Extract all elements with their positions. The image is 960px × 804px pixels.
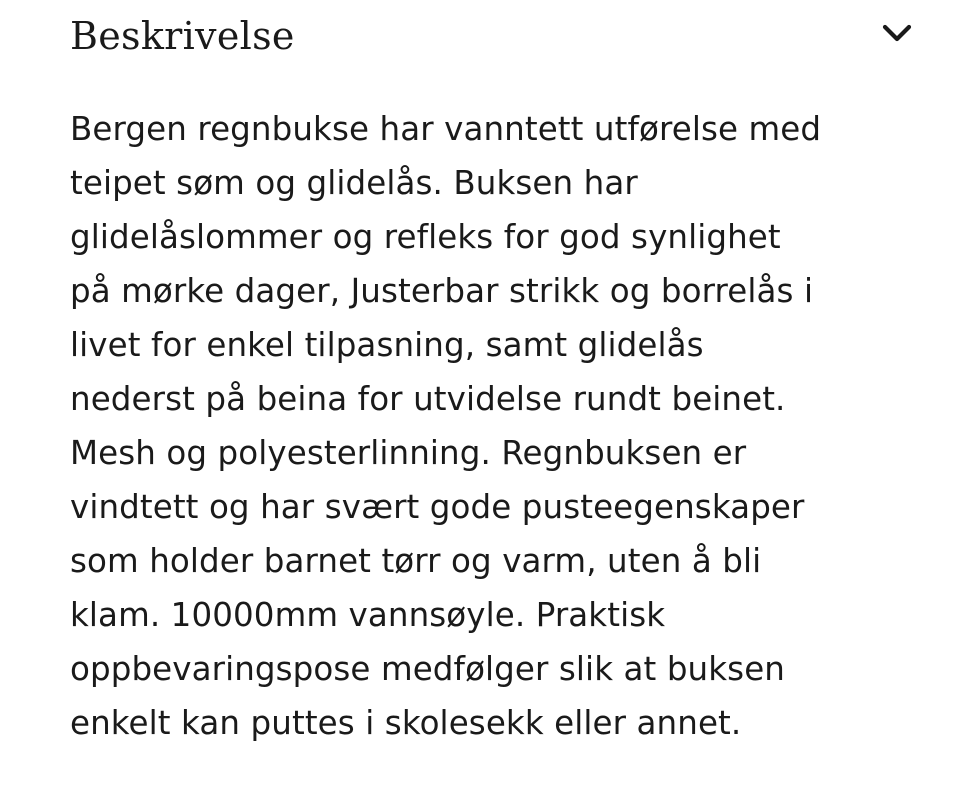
description-line: glidelåslommer og refleks for god synlighet (70, 218, 781, 256)
accordion-header[interactable] (0, 0, 960, 80)
description-line: nederst på beina for utvidelse rundt beinet. (70, 380, 786, 418)
description-line: Mesh og polyesterlinning. Regnbuksen er (70, 434, 747, 472)
description-line: som holder barnet tørr og varm, uten å bli (70, 542, 762, 580)
description-line: enkelt kan puttes i skolesekk eller annet. (70, 704, 742, 742)
description-line: Bergen regnbukse har vanntett utførelse med (70, 110, 822, 148)
description-text (70, 102, 920, 750)
description-line: teipet søm og glidelås. Buksen har (70, 164, 638, 202)
description-line: vindtett og har svært gode pusteegenskaper (70, 488, 805, 526)
description-line: livet for enkel tilpasning, samt glidelås (70, 326, 704, 364)
description-line: oppbevaringspose medfølger slik at buksen (70, 650, 786, 688)
chevron-down-icon[interactable] (880, 18, 914, 48)
description-line: på mørke dager, Justerbar strikk og borrelås i (70, 272, 814, 310)
accordion-title: Beskrivelse (70, 14, 295, 58)
description-line: klam. 10000mm vannsøyle. Praktisk (70, 596, 666, 634)
